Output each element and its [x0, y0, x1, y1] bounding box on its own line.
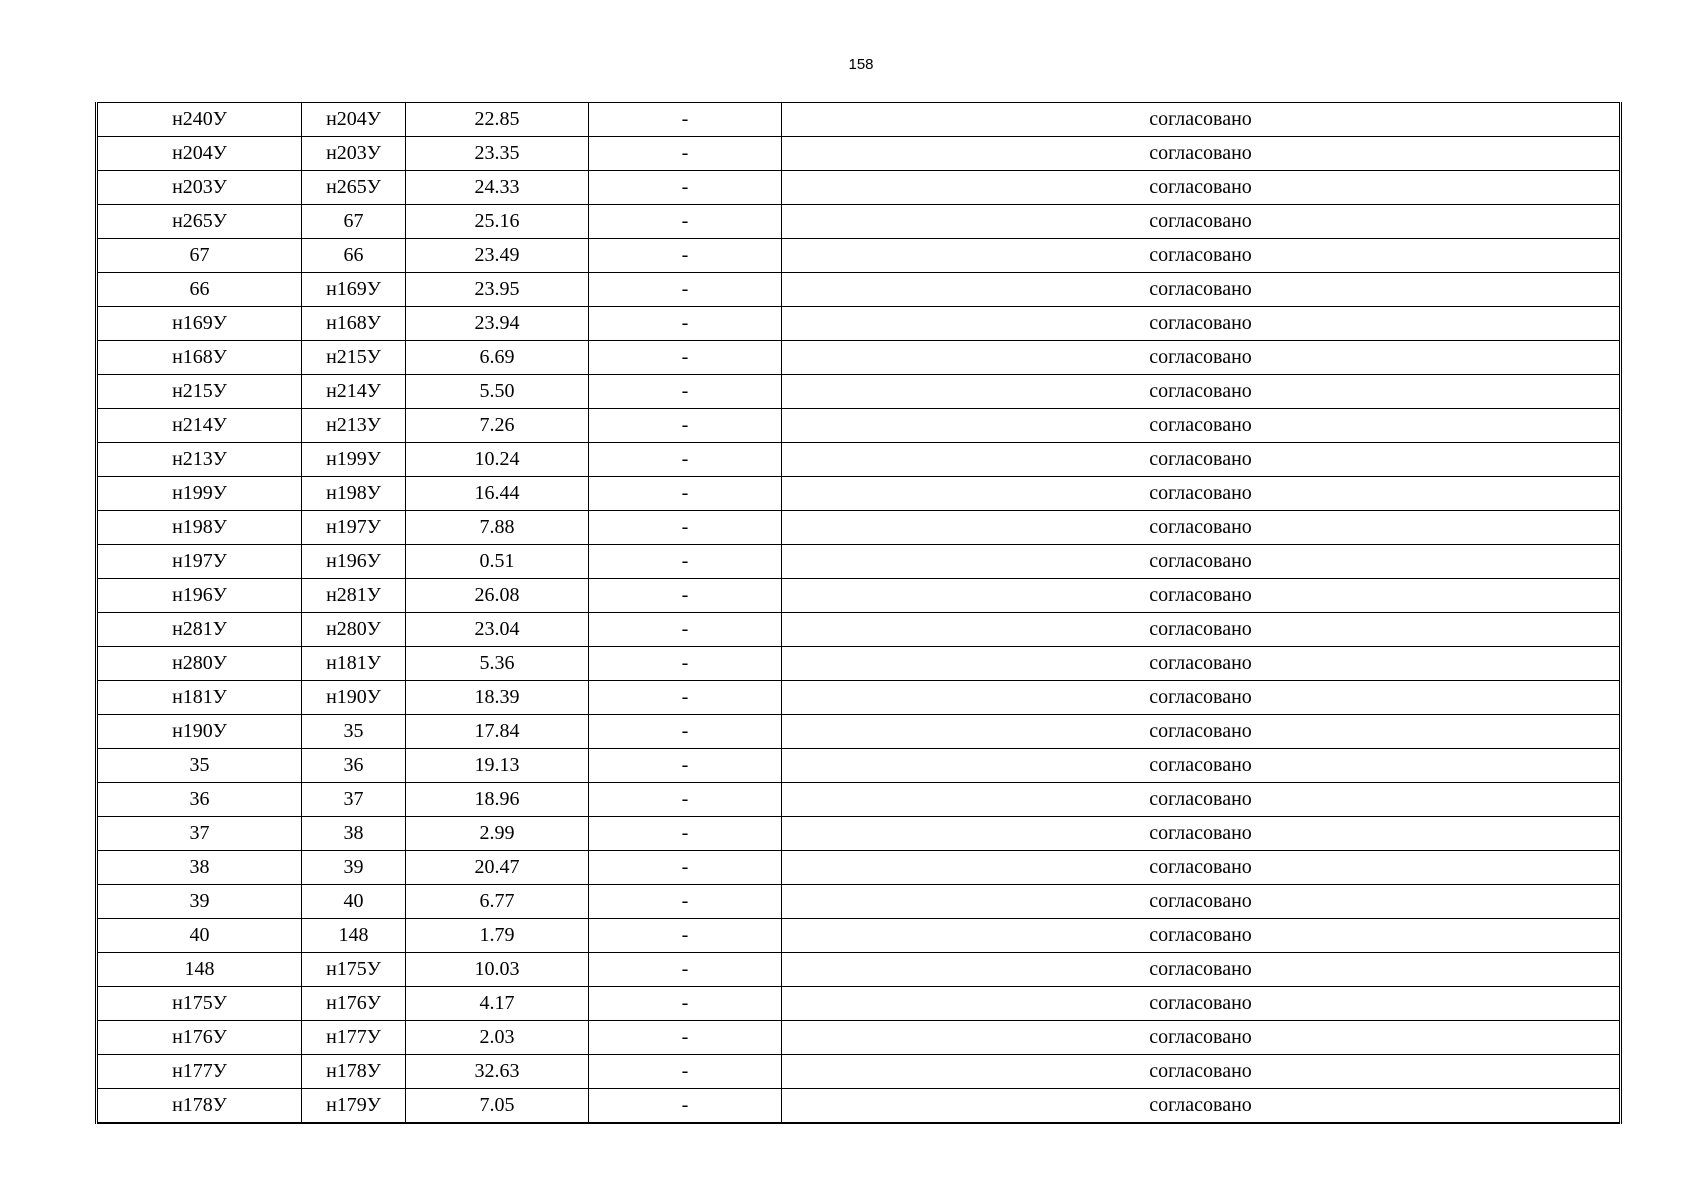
dash-cell: - — [589, 681, 782, 715]
length-cell: 22.85 — [406, 103, 589, 137]
to-point-cell: 36 — [302, 749, 406, 783]
status-cell: согласовано — [782, 885, 1621, 919]
to-point-cell: 40 — [302, 885, 406, 919]
table-row — [97, 647, 1621, 681]
status-cell: согласовано — [782, 239, 1621, 273]
table-row — [97, 987, 1621, 1021]
dash-cell: - — [589, 953, 782, 987]
page-number: 158 — [848, 56, 874, 73]
table-row — [97, 341, 1621, 375]
table-row — [97, 851, 1621, 885]
length-cell: 25.16 — [406, 205, 589, 239]
status-cell: согласовано — [782, 749, 1621, 783]
length-cell: 23.95 — [406, 273, 589, 307]
to-point-cell: н196У — [302, 545, 406, 579]
dash-cell: - — [589, 137, 782, 171]
to-point-cell: 66 — [302, 239, 406, 273]
status-cell: согласовано — [782, 545, 1621, 579]
from-point-cell: н213У — [97, 443, 302, 477]
table-row — [97, 375, 1621, 409]
dash-cell: - — [589, 205, 782, 239]
boundary-table — [95, 102, 1622, 1124]
table-row — [97, 137, 1621, 171]
to-point-cell: 39 — [302, 851, 406, 885]
from-point-cell: 38 — [97, 851, 302, 885]
dash-cell: - — [589, 1021, 782, 1055]
to-point-cell: 67 — [302, 205, 406, 239]
table-row — [97, 511, 1621, 545]
to-point-cell: н214У — [302, 375, 406, 409]
to-point-cell: н204У — [302, 103, 406, 137]
length-cell: 10.03 — [406, 953, 589, 987]
length-cell: 4.17 — [406, 987, 589, 1021]
dash-cell: - — [589, 817, 782, 851]
from-point-cell: н175У — [97, 987, 302, 1021]
dash-cell: - — [589, 1089, 782, 1124]
length-cell: 18.96 — [406, 783, 589, 817]
to-point-cell: н175У — [302, 953, 406, 987]
length-cell: 32.63 — [406, 1055, 589, 1089]
from-point-cell: н177У — [97, 1055, 302, 1089]
length-cell: 20.47 — [406, 851, 589, 885]
to-point-cell: н280У — [302, 613, 406, 647]
from-point-cell: 66 — [97, 273, 302, 307]
status-cell: согласовано — [782, 783, 1621, 817]
length-cell: 10.24 — [406, 443, 589, 477]
table-row — [97, 239, 1621, 273]
length-cell: 23.04 — [406, 613, 589, 647]
table-row — [97, 579, 1621, 613]
from-point-cell: н280У — [97, 647, 302, 681]
status-cell: согласовано — [782, 409, 1621, 443]
table-row — [97, 409, 1621, 443]
status-cell: согласовано — [782, 1089, 1621, 1124]
table-row — [97, 171, 1621, 205]
table-row — [97, 681, 1621, 715]
to-point-cell: н177У — [302, 1021, 406, 1055]
from-point-cell: н240У — [97, 103, 302, 137]
to-point-cell: н197У — [302, 511, 406, 545]
length-cell: 5.36 — [406, 647, 589, 681]
from-point-cell: 148 — [97, 953, 302, 987]
from-point-cell: 35 — [97, 749, 302, 783]
length-cell: 16.44 — [406, 477, 589, 511]
from-point-cell: н215У — [97, 375, 302, 409]
table-row — [97, 103, 1621, 137]
status-cell: согласовано — [782, 1055, 1621, 1089]
dash-cell: - — [589, 545, 782, 579]
dash-cell: - — [589, 579, 782, 613]
status-cell: согласовано — [782, 443, 1621, 477]
to-point-cell: н215У — [302, 341, 406, 375]
from-point-cell: 40 — [97, 919, 302, 953]
dash-cell: - — [589, 273, 782, 307]
from-point-cell: н198У — [97, 511, 302, 545]
length-cell: 23.94 — [406, 307, 589, 341]
length-cell: 0.51 — [406, 545, 589, 579]
length-cell: 17.84 — [406, 715, 589, 749]
to-point-cell: н178У — [302, 1055, 406, 1089]
length-cell: 2.03 — [406, 1021, 589, 1055]
status-cell: согласовано — [782, 647, 1621, 681]
boundary-table-container — [95, 102, 1619, 1124]
to-point-cell: н176У — [302, 987, 406, 1021]
table-row — [97, 443, 1621, 477]
dash-cell: - — [589, 851, 782, 885]
length-cell: 6.77 — [406, 885, 589, 919]
table-row — [97, 205, 1621, 239]
to-point-cell: н181У — [302, 647, 406, 681]
status-cell: согласовано — [782, 919, 1621, 953]
status-cell: согласовано — [782, 1021, 1621, 1055]
status-cell: согласовано — [782, 817, 1621, 851]
dash-cell: - — [589, 783, 782, 817]
status-cell: согласовано — [782, 715, 1621, 749]
to-point-cell: н190У — [302, 681, 406, 715]
table-row — [97, 817, 1621, 851]
dash-cell: - — [589, 443, 782, 477]
length-cell: 7.26 — [406, 409, 589, 443]
from-point-cell: н204У — [97, 137, 302, 171]
dash-cell: - — [589, 647, 782, 681]
status-cell: согласовано — [782, 307, 1621, 341]
from-point-cell: н169У — [97, 307, 302, 341]
length-cell: 19.13 — [406, 749, 589, 783]
length-cell: 7.05 — [406, 1089, 589, 1124]
length-cell: 5.50 — [406, 375, 589, 409]
status-cell: согласовано — [782, 103, 1621, 137]
to-point-cell: н281У — [302, 579, 406, 613]
to-point-cell: н198У — [302, 477, 406, 511]
status-cell: согласовано — [782, 205, 1621, 239]
from-point-cell: н281У — [97, 613, 302, 647]
to-point-cell: н169У — [302, 273, 406, 307]
table-row — [97, 783, 1621, 817]
table-row — [97, 1021, 1621, 1055]
dash-cell: - — [589, 307, 782, 341]
from-point-cell: 39 — [97, 885, 302, 919]
dash-cell: - — [589, 715, 782, 749]
table-row — [97, 1055, 1621, 1089]
table-row — [97, 953, 1621, 987]
status-cell: согласовано — [782, 375, 1621, 409]
from-point-cell: н178У — [97, 1089, 302, 1124]
from-point-cell: 67 — [97, 239, 302, 273]
from-point-cell: н190У — [97, 715, 302, 749]
to-point-cell: 37 — [302, 783, 406, 817]
table-row — [97, 919, 1621, 953]
from-point-cell: н181У — [97, 681, 302, 715]
dash-cell: - — [589, 749, 782, 783]
dash-cell: - — [589, 885, 782, 919]
status-cell: согласовано — [782, 511, 1621, 545]
from-point-cell: н168У — [97, 341, 302, 375]
status-cell: согласовано — [782, 681, 1621, 715]
status-cell: согласовано — [782, 477, 1621, 511]
to-point-cell: н213У — [302, 409, 406, 443]
length-cell: 24.33 — [406, 171, 589, 205]
dash-cell: - — [589, 341, 782, 375]
length-cell: 23.49 — [406, 239, 589, 273]
dash-cell: - — [589, 239, 782, 273]
to-point-cell: 38 — [302, 817, 406, 851]
table-row — [97, 477, 1621, 511]
table-row — [97, 749, 1621, 783]
to-point-cell: 35 — [302, 715, 406, 749]
from-point-cell: н203У — [97, 171, 302, 205]
to-point-cell: н203У — [302, 137, 406, 171]
status-cell: согласовано — [782, 953, 1621, 987]
status-cell: согласовано — [782, 987, 1621, 1021]
table-row — [97, 885, 1621, 919]
to-point-cell: н199У — [302, 443, 406, 477]
status-cell: согласовано — [782, 341, 1621, 375]
dash-cell: - — [589, 103, 782, 137]
to-point-cell: н265У — [302, 171, 406, 205]
from-point-cell: н196У — [97, 579, 302, 613]
table-row — [97, 613, 1621, 647]
dash-cell: - — [589, 477, 782, 511]
dash-cell: - — [589, 1055, 782, 1089]
from-point-cell: н197У — [97, 545, 302, 579]
status-cell: согласовано — [782, 273, 1621, 307]
length-cell: 1.79 — [406, 919, 589, 953]
length-cell: 23.35 — [406, 137, 589, 171]
length-cell: 18.39 — [406, 681, 589, 715]
table-row — [97, 715, 1621, 749]
status-cell: согласовано — [782, 137, 1621, 171]
from-point-cell: н199У — [97, 477, 302, 511]
to-point-cell: 148 — [302, 919, 406, 953]
to-point-cell: н179У — [302, 1089, 406, 1124]
dash-cell: - — [589, 919, 782, 953]
status-cell: согласовано — [782, 579, 1621, 613]
status-cell: согласовано — [782, 851, 1621, 885]
status-cell: согласовано — [782, 613, 1621, 647]
dash-cell: - — [589, 375, 782, 409]
table-row — [97, 307, 1621, 341]
to-point-cell: н168У — [302, 307, 406, 341]
from-point-cell: н265У — [97, 205, 302, 239]
table-body — [97, 103, 1621, 1124]
dash-cell: - — [589, 511, 782, 545]
length-cell: 26.08 — [406, 579, 589, 613]
table-row — [97, 273, 1621, 307]
dash-cell: - — [589, 171, 782, 205]
from-point-cell: н176У — [97, 1021, 302, 1055]
from-point-cell: н214У — [97, 409, 302, 443]
length-cell: 6.69 — [406, 341, 589, 375]
table-row — [97, 1089, 1621, 1124]
dash-cell: - — [589, 409, 782, 443]
from-point-cell: 36 — [97, 783, 302, 817]
table-row — [97, 545, 1621, 579]
length-cell: 2.99 — [406, 817, 589, 851]
length-cell: 7.88 — [406, 511, 589, 545]
from-point-cell: 37 — [97, 817, 302, 851]
dash-cell: - — [589, 613, 782, 647]
dash-cell: - — [589, 987, 782, 1021]
status-cell: согласовано — [782, 171, 1621, 205]
